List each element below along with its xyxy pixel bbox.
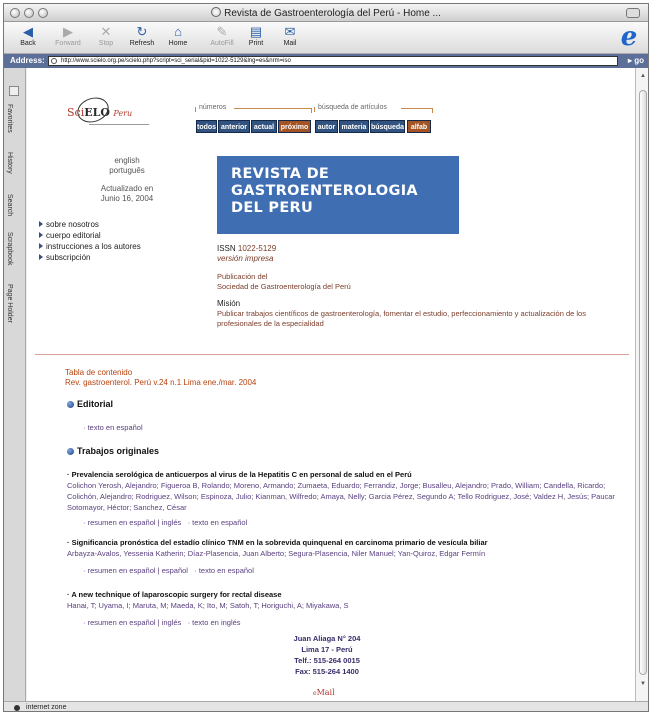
tab-scrapbook[interactable]: Scrapbook xyxy=(6,232,13,266)
triangle-right-icon xyxy=(39,243,43,249)
forward-arrow-icon: ▶ xyxy=(63,24,73,39)
zone-globe-icon xyxy=(14,705,20,711)
alfab-button[interactable]: alfab xyxy=(407,120,431,133)
proximo-button[interactable]: próximo xyxy=(278,120,311,133)
print-button[interactable]: ▤ Print xyxy=(238,24,274,47)
address-label: Address: xyxy=(10,56,45,65)
stop-icon: ✕ xyxy=(100,24,112,39)
go-button[interactable]: ▸ go xyxy=(627,56,644,65)
title-bar xyxy=(4,4,648,22)
mision-title: Misión xyxy=(217,299,241,308)
article-links: · resumen en español | español · texto en español xyxy=(83,566,254,575)
mision-text: Publicar trabajos científicos de gastroenterología, fomentar el estudio, perfeccionamiento y actualización de los profesionales de la especialidad xyxy=(217,309,586,328)
article-title: · Prevalencia serológica de anticuerpos al virus de la Hepatitis C en personal de salud en el Perú xyxy=(67,470,412,479)
resumen-en-link[interactable]: inglés xyxy=(161,618,182,627)
toc-label: Tabla de contenido xyxy=(65,368,133,377)
actual-button[interactable]: actual xyxy=(251,120,277,133)
scielo-logo[interactable]: SciELO Peru xyxy=(67,98,157,134)
busqueda-button[interactable]: búsqueda xyxy=(370,120,405,133)
address-bar xyxy=(4,54,648,68)
texto-link[interactable]: · texto en inglés xyxy=(187,618,241,627)
menu-subscripcion[interactable]: subscripción xyxy=(39,253,90,262)
browser-toolbar xyxy=(4,22,648,54)
menu-cuerpo-editorial[interactable]: cuerpo editorial xyxy=(39,231,101,240)
lang-english-link[interactable]: english xyxy=(114,156,140,165)
trabajos-heading: Trabajos originales xyxy=(67,446,159,456)
section-divider xyxy=(35,354,629,355)
address-input[interactable]: http://www.scielo.org.pe/scielo.php?script=sci_serial&pid=1022-5129&lng=es&nrm=iso xyxy=(48,56,618,66)
triangle-right-icon xyxy=(39,232,43,238)
resumen-en-link[interactable]: inglés xyxy=(161,518,182,527)
citation-label: Rev. gastroenterol. Perú v.24 n.1 Lima ene./mar. 2004 xyxy=(65,378,257,387)
back-button[interactable]: ◀ Back xyxy=(10,24,46,47)
explorer-toggle-button[interactable] xyxy=(9,86,19,96)
mail-button[interactable]: ✉ Mail xyxy=(272,24,308,47)
article-title: · A new technique of laparoscopic surgery for rectal disease xyxy=(67,590,282,599)
refresh-icon: ↻ xyxy=(136,24,148,39)
issn: ISSN 1022-5129 xyxy=(217,244,277,253)
tab-favorites[interactable]: Favorites xyxy=(6,104,13,133)
tab-page-holder[interactable]: Page Holder xyxy=(6,284,13,323)
browser-window xyxy=(3,3,649,712)
window-title: Revista de Gastroenterología del Perú - Home ... xyxy=(4,7,648,19)
menu-instrucciones[interactable]: instrucciones a los autores xyxy=(39,242,141,251)
resumen-es-link[interactable]: · resumen en español xyxy=(83,618,156,627)
home-button[interactable]: ⌂ Home xyxy=(160,24,196,47)
article-links: · resumen en español | inglés · texto en español xyxy=(83,518,248,527)
printer-icon: ▤ xyxy=(249,24,263,39)
forward-button[interactable]: ▶ Forward xyxy=(50,24,86,47)
triangle-right-icon xyxy=(39,254,43,260)
resumen-es-link[interactable]: · resumen en español xyxy=(83,566,156,575)
sociedad-label: Sociedad de Gastroenterología del Perú xyxy=(217,282,351,291)
back-arrow-icon: ◀ xyxy=(23,24,33,39)
editorial-heading: Editorial xyxy=(67,399,113,409)
page-globe-icon xyxy=(211,7,221,17)
bullet-icon xyxy=(67,448,74,455)
texto-link[interactable]: · texto en español xyxy=(187,518,248,527)
contact-address: Juan Aliaga N° 204 Lima 17 - Perú Telf.: 515-264 0015 Fax: 515-264 1400 xyxy=(293,634,361,676)
scrollbar-thumb[interactable] xyxy=(639,90,647,675)
scroll-up-arrow-icon[interactable]: ▲ xyxy=(640,73,646,79)
autofill-icon: ✎ xyxy=(216,24,228,39)
vertical-scrollbar[interactable] xyxy=(635,68,649,701)
anterior-button[interactable]: anterior xyxy=(218,120,250,133)
autor-button[interactable]: autor xyxy=(315,120,338,133)
resumen-alt-link[interactable]: español xyxy=(161,566,188,575)
lang-portugues-link[interactable]: português xyxy=(109,166,145,175)
status-bar: internet zone xyxy=(4,701,648,712)
article-authors: Hanai, T; Uyama, I; Maruta, M; Maeda, K; Ito, M; Satoh, T; Horiguchi, A; Miyakawa, S xyxy=(67,601,349,610)
autofill-button[interactable]: ✎ AutoFill xyxy=(204,24,240,47)
explorer-bar xyxy=(4,68,26,701)
article-authors: Colichon Yerosh, Alejandro; Figueroa B, Rolando; Moreno, Armando; Zumaeta, Eduardo; Ferrandiz, Jorge; Busalleu, Alejandro; Prado, William; Candella, Ricardo; Colichón, Alejandro; Rodriguez, Wilson; Espinoza, Julio; Kianman, Wilfredo; Amaya, Nelly; Garcia Pérez, Segundo A; Tello Rodriguez, José; Valdez H, Jesús; Paucar Sotomayor, Héctor; Sanchez, César xyxy=(67,481,615,512)
scroll-down-arrow-icon[interactable]: ▼ xyxy=(640,681,646,687)
ie-logo-icon: e xyxy=(620,22,638,52)
busqueda-label: búsqueda de artículos xyxy=(318,104,387,111)
home-icon: ⌂ xyxy=(174,24,182,39)
menu-sobre-nosotros[interactable]: sobre nosotros xyxy=(39,220,99,229)
tab-search[interactable]: Search xyxy=(6,194,13,217)
journal-banner: REVISTA DE GASTROENTEROLOGIA DEL PERU xyxy=(217,156,459,234)
updated-label: Actualizado en xyxy=(100,184,154,193)
refresh-button[interactable]: ↻ Refresh xyxy=(124,24,160,47)
article-title: · Significancia pronóstica del estadío clínico TNM en la sobrevida quinquenal en carcinoma primario de vesícula biliar xyxy=(67,538,488,547)
triangle-right-icon xyxy=(39,221,43,227)
page-viewport xyxy=(27,68,635,701)
article-authors: Arbayza-Avalos, Yessenia Katherin; Díaz-Plasencia, Juan Alberto; Segura-Plasencia, Niler Manuel; Yan-Quiroz, Edgar Fermín xyxy=(67,549,486,558)
updated-date: Junio 16, 2004 xyxy=(100,194,154,203)
email-link[interactable]: eMail xyxy=(313,688,335,697)
editorial-text-link[interactable]: · texto en español xyxy=(83,423,143,432)
tab-history[interactable]: History xyxy=(6,152,13,174)
publicacion-label: Publicación del xyxy=(217,272,268,281)
version-label: versión impresa xyxy=(217,254,274,263)
toolbar-toggle-button[interactable] xyxy=(626,8,640,18)
materia-button[interactable]: materia xyxy=(339,120,369,133)
todos-button[interactable]: todos xyxy=(196,120,217,133)
page-icon xyxy=(51,58,57,64)
stop-button[interactable]: ✕ Stop xyxy=(88,24,124,47)
numeros-label: números xyxy=(199,104,227,111)
bullet-icon xyxy=(67,401,74,408)
mail-icon: ✉ xyxy=(284,24,296,39)
article-links: · resumen en español | inglés · texto en inglés xyxy=(83,618,241,627)
resumen-es-link[interactable]: · resumen en español xyxy=(83,518,156,527)
texto-link[interactable]: · texto en español xyxy=(194,566,254,575)
